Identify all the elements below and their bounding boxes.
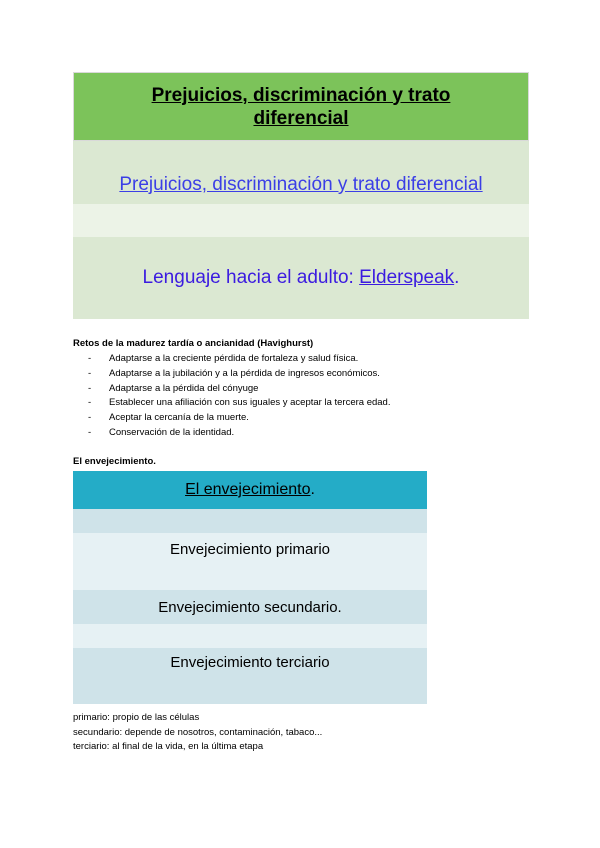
envejecimiento-primario-row — [73, 533, 427, 590]
bullet-dash: - — [88, 382, 92, 394]
list-item — [88, 426, 390, 441]
lenguaje-suffix: . — [454, 267, 460, 288]
note-line: primario: propio de las células — [73, 712, 200, 723]
list-item — [88, 396, 390, 411]
bullet-dash: - — [88, 397, 92, 409]
bullet-dash: - — [88, 412, 92, 424]
envejecimiento-table-header — [73, 471, 427, 509]
note-line: secundario: depende de nosotros, contaminación, tabaco... — [73, 726, 323, 738]
list-item — [88, 382, 390, 397]
envejecimiento-terciario: Envejecimiento terciario — [170, 654, 330, 671]
envejecimiento-header-suffix: . — [310, 481, 315, 498]
envejecimiento-header-text — [185, 481, 315, 499]
table-spacer-row — [73, 509, 427, 533]
envejecimiento-primario: Envejecimiento primario — [169, 541, 331, 558]
retos-heading: Retos de la madurez tardía o ancianidad (Havighurst) — [73, 338, 314, 349]
list-item — [88, 411, 390, 426]
lenguaje-row — [73, 237, 529, 319]
list-item-text: Adaptarse a la jubilación y a la pérdida de ingresos económicos. — [109, 367, 380, 379]
list-item-text: Adaptarse a la pérdida del cónyuge — [109, 382, 259, 394]
prejuicios-table-header — [73, 72, 529, 141]
elderspeak-link[interactable]: Elderspeak — [359, 267, 455, 288]
bullet-dash: - — [88, 353, 92, 364]
envejecimiento-terciario-row — [73, 648, 427, 704]
lenguaje-text — [143, 267, 460, 289]
note-line: terciario: al final de la vida, en la última etapa — [73, 741, 264, 752]
bullet-dash: - — [88, 367, 92, 379]
list-item — [88, 367, 390, 382]
envejecimiento-secundario-row — [73, 590, 427, 624]
table-spacer-row — [73, 204, 529, 237]
list-item-text: Conservación de la identidad. — [109, 426, 235, 438]
envejecimiento-table — [73, 471, 427, 704]
list-item-text: Adaptarse a la creciente pérdida de fortaleza y salud física. — [109, 353, 359, 364]
list-item — [88, 352, 390, 367]
list-item-text: Establecer una afiliación con sus iguales y aceptar la tercera edad. — [109, 397, 391, 409]
prejuicios-link-row — [73, 141, 529, 204]
lenguaje-prefix: Lenguaje hacia el adulto: — [142, 267, 360, 288]
envejecimiento-link[interactable]: El envejecimiento — [185, 481, 311, 498]
envejecimiento-heading: El envejecimiento. — [73, 456, 156, 467]
envejecimiento-secundario: Envejecimiento secundario. — [158, 598, 342, 616]
bullet-dash: - — [88, 426, 92, 438]
prejuicios-table — [73, 72, 529, 319]
prejuicios-link[interactable]: Prejuicios, discriminación y trato diferencial — [119, 174, 483, 195]
envejecimiento-notes — [73, 711, 322, 755]
prejuicios-header-text: Prejuicios, discriminación y trato diferencial — [151, 84, 451, 129]
retos-list — [88, 352, 390, 441]
table-spacer-row — [73, 624, 427, 648]
list-item-text: Aceptar la cercanía de la muerte. — [109, 412, 249, 424]
